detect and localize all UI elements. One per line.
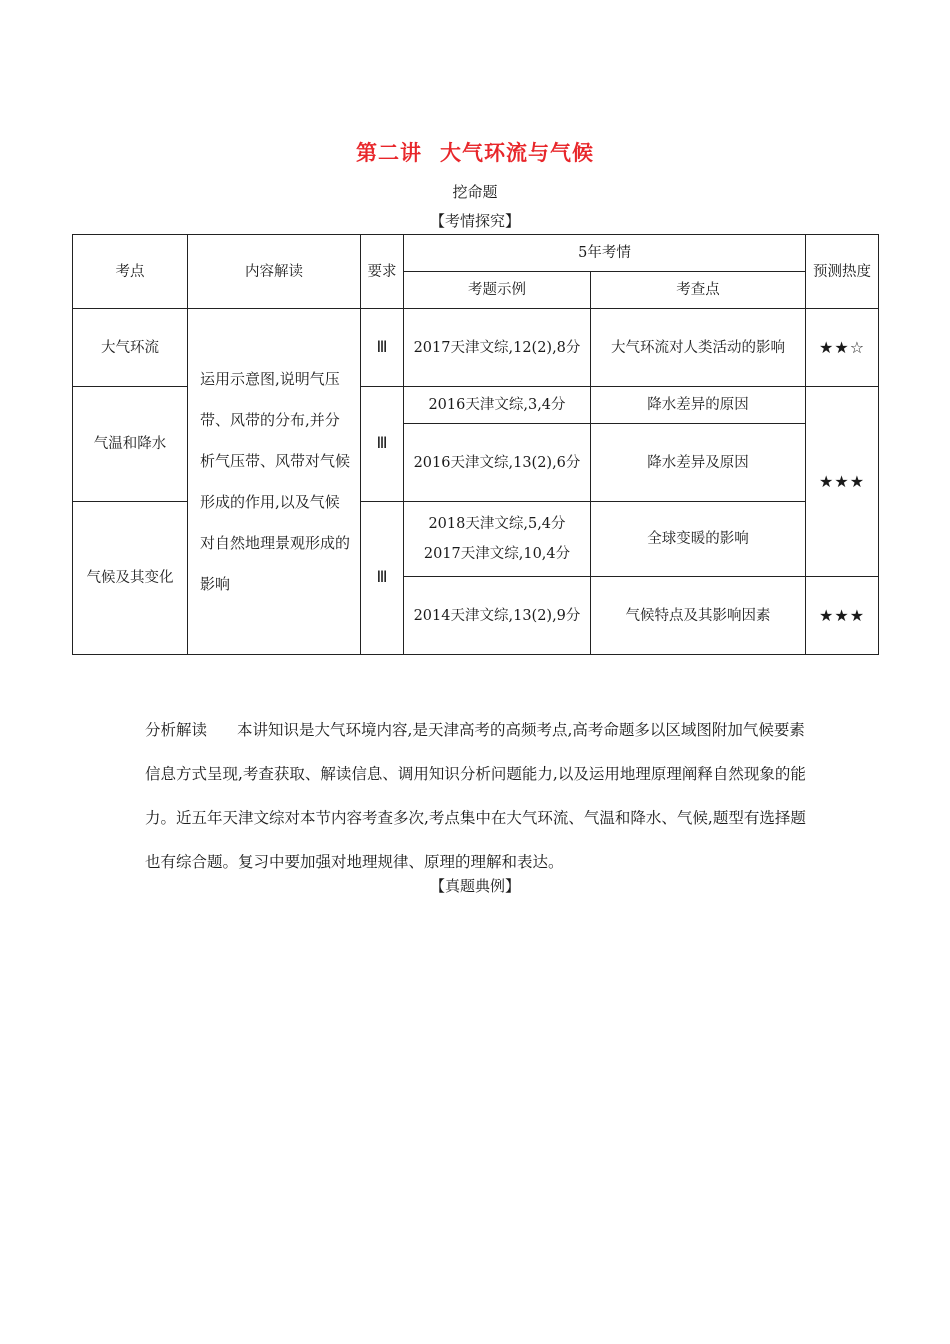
page-title: [0, 137, 950, 167]
header-five-years: 5年考情: [404, 235, 806, 272]
exam-analysis-table: [72, 234, 879, 655]
section-heading-exam-analysis: 【考情探究】: [429, 212, 520, 230]
row-heat-stars: ★★★: [806, 387, 879, 577]
row-example: 2014天津文综,13(2),9分: [404, 577, 591, 655]
row-example: 2017天津文综,10,4分: [423, 546, 571, 562]
row-focus: 降水差异的原因: [591, 387, 806, 424]
analysis-paragraph: [145, 708, 815, 884]
header-example: 考题示例: [404, 272, 591, 309]
row-focus: 全球变暖的影响: [591, 502, 806, 577]
row-example: 2016天津文综,13(2),6分: [404, 424, 591, 502]
row-focus: 气候特点及其影响因素: [591, 577, 806, 655]
row-point: 气温和降水: [73, 387, 188, 502]
row-example: 2017天津文综,12(2),8分: [404, 309, 591, 387]
content-interpretation: 运用示意图,说明气压带、风带的分布,并分析气压带、风带对气候形成的作用,以及气候对自然地理景观形成的影响: [188, 309, 361, 655]
header-point: 考点: [73, 235, 188, 309]
row-requirement: Ⅲ: [361, 309, 404, 387]
row-point: 大气环流: [73, 309, 188, 387]
row-point: 气候及其变化: [73, 502, 188, 655]
header-focus: 考查点: [591, 272, 806, 309]
title-lecture: 第二讲: [356, 141, 422, 165]
row-example-multi: [404, 502, 591, 577]
row-heat-stars: ★★★: [806, 577, 879, 655]
row-heat-stars: ★★☆: [806, 309, 879, 387]
row-example: 2016天津文综,3,4分: [404, 387, 591, 424]
analysis-text: 本讲知识是大气环境内容,是天津高考的高频考点,高考命题多以区域图附加气候要素信息方式呈现,考查获取、解读信息、调用知识分析问题能力,以及运用地理原理阐释自然现象的能力。近五年天津文综对本节内容考查多次,考点集中在大气环流、气温和降水、气候,题型有选择题也有综合题。复习中要加强对地理规律、原理的理解和表达。: [145, 721, 806, 871]
header-requirement: 要求: [361, 235, 404, 309]
title-topic: 大气环流与气候: [440, 141, 594, 165]
row-focus: 降水差异及原因: [591, 424, 806, 502]
section-heading-real-examples: 【真题典例】: [429, 877, 520, 895]
analysis-lead: 分析解读: [145, 721, 208, 739]
row-requirement: Ⅲ: [361, 502, 404, 655]
row-requirement: Ⅲ: [361, 387, 404, 502]
header-heat: 预测热度: [806, 235, 879, 309]
row-focus: 大气环流对人类活动的影响: [591, 309, 806, 387]
row-example: 2018天津文综,5,4分: [428, 516, 566, 532]
subtitle: 挖命题: [452, 183, 498, 201]
header-content: 内容解读: [188, 235, 361, 309]
